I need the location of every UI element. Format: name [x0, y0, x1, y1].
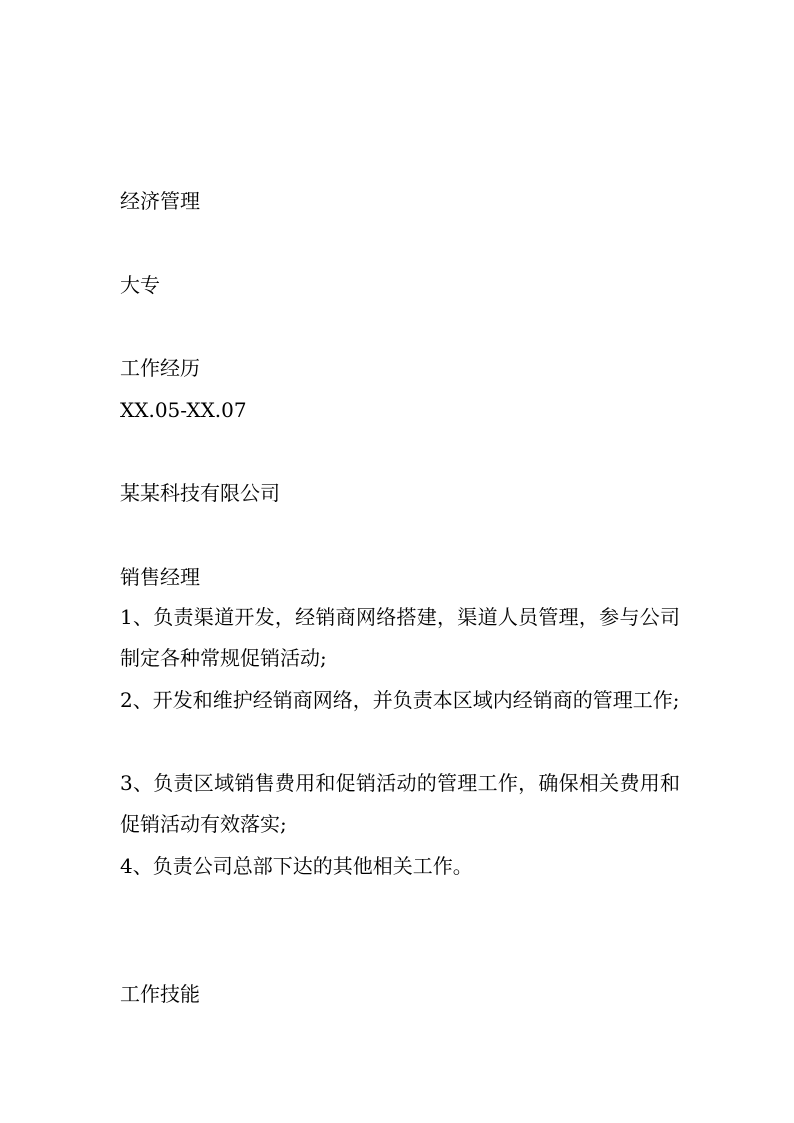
company-name: 某某科技有限公司: [120, 481, 280, 505]
job-title: 销售经理: [120, 565, 200, 589]
duty-item-4: 4、负责公司总部下达的其他相关工作。: [120, 854, 473, 878]
duty-item-2: 2、开发和维护经销商网络，并负责本区域内经销商的管理工作;: [120, 688, 680, 712]
major: 经济管理: [120, 189, 200, 213]
work-experience-heading: 工作经历: [120, 356, 200, 380]
duty-item-3: 3、负责区域销售费用和促销活动的管理工作，确保相关费用和促销活动有效落实;: [120, 771, 680, 836]
degree: 大专: [120, 273, 160, 297]
skills-heading: 工作技能: [120, 982, 200, 1006]
duty-item-1: 1、负责渠道开发，经销商网络搭建，渠道人员管理，参与公司制定各种常规促销活动;: [120, 605, 680, 670]
employment-period: XX.05-XX.07: [120, 398, 247, 422]
